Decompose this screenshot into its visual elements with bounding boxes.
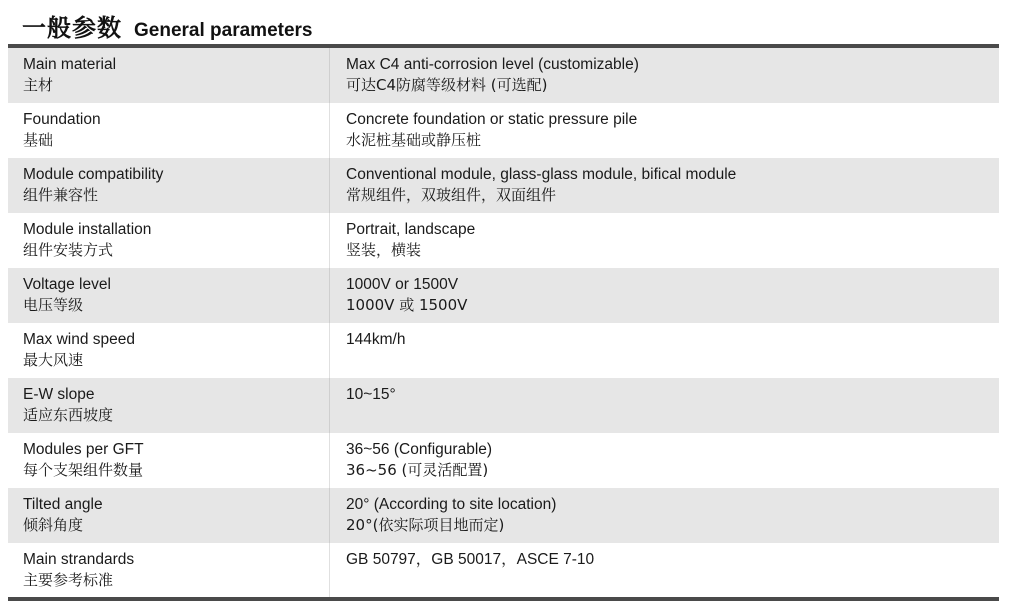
parameter-value-english: Max C4 anti-corrosion level (customizable) bbox=[346, 56, 639, 73]
parameter-label-cell bbox=[8, 158, 330, 213]
parameter-label-cell bbox=[8, 213, 330, 268]
table-row-e-w-slope bbox=[8, 378, 999, 433]
table-row-main-strandards bbox=[8, 543, 999, 598]
table-row-tilted-angle bbox=[8, 488, 999, 543]
parameter-value-chinese: 36~56 (可灵活配置) bbox=[346, 461, 489, 479]
parameter-name-chinese: 最大风速 bbox=[23, 351, 84, 369]
parameter-name-english: Tilted angle bbox=[23, 496, 103, 513]
table-row-module-installation bbox=[8, 213, 999, 268]
table-row-module-compatibility bbox=[8, 158, 999, 213]
parameter-name-chinese: 电压等级 bbox=[23, 296, 84, 314]
parameter-name-chinese: 组件安装方式 bbox=[23, 241, 114, 259]
parameter-name-english: Main strandards bbox=[23, 551, 135, 568]
table-row-voltage-level bbox=[8, 268, 999, 323]
parameter-value-chinese: 常规组件，双玻组件，双面组件 bbox=[346, 186, 557, 204]
parameter-value-chinese: 20°(依实际项目地而定) bbox=[346, 516, 505, 534]
parameter-name-chinese: 组件兼容性 bbox=[23, 186, 99, 204]
parameter-label-cell bbox=[8, 488, 330, 543]
parameter-label-cell bbox=[8, 103, 330, 158]
page-header bbox=[22, 8, 313, 43]
page-title-chinese: 一般参数 bbox=[22, 14, 122, 42]
parameter-name-chinese: 倾斜角度 bbox=[23, 516, 84, 534]
parameter-value-english: Conventional module, glass-glass module, bifical module bbox=[346, 166, 737, 183]
parameter-label-cell bbox=[8, 543, 330, 598]
parameter-value-english: 10~15° bbox=[346, 386, 396, 403]
parameter-value-chinese: 水泥桩基础或静压桩 bbox=[346, 131, 482, 149]
parameter-name-chinese: 基础 bbox=[23, 131, 54, 149]
parameter-value-english: 144km/h bbox=[346, 331, 406, 348]
parameter-name-english: Foundation bbox=[23, 111, 101, 128]
table-row-foundation bbox=[8, 103, 999, 158]
parameter-value-cell bbox=[330, 323, 999, 378]
parameter-value-english: 1000V or 1500V bbox=[346, 276, 459, 293]
parameter-value-cell bbox=[330, 378, 999, 433]
parameter-value-chinese: 可达C4防腐等级材料 (可选配) bbox=[346, 76, 548, 94]
parameter-name-english: Module compatibility bbox=[23, 166, 164, 183]
parameter-name-chinese: 每个支架组件数量 bbox=[23, 461, 144, 479]
parameter-name-english: Modules per GFT bbox=[23, 441, 144, 458]
bottom-divider bbox=[8, 597, 999, 601]
parameter-value-english: 20° (According to site location) bbox=[346, 496, 557, 513]
page-title-english: General parameters bbox=[134, 20, 313, 41]
parameter-value-chinese: 竖装，横装 bbox=[346, 241, 422, 259]
parameter-name-english: Main material bbox=[23, 56, 117, 73]
table-row-max-wind-speed bbox=[8, 323, 999, 378]
parameter-value-english: 36~56 (Configurable) bbox=[346, 441, 493, 458]
parameter-label-cell bbox=[8, 323, 330, 378]
parameter-name-english: Module installation bbox=[23, 221, 152, 238]
table-row-main-material bbox=[8, 48, 999, 103]
parameter-value-cell bbox=[330, 543, 999, 598]
parameter-name-english: Max wind speed bbox=[23, 331, 136, 348]
parameters-table bbox=[8, 48, 999, 598]
parameter-label-cell bbox=[8, 433, 330, 488]
parameter-name-english: Voltage level bbox=[23, 276, 111, 293]
parameter-name-chinese: 主材 bbox=[23, 76, 54, 94]
parameter-value-cell bbox=[330, 433, 999, 488]
parameter-value-cell bbox=[330, 268, 999, 323]
parameter-name-english: E-W slope bbox=[23, 386, 95, 403]
parameter-label-cell bbox=[8, 48, 330, 103]
parameter-name-chinese: 主要参考标准 bbox=[23, 571, 114, 589]
parameter-value-cell bbox=[330, 488, 999, 543]
parameter-label-cell bbox=[8, 378, 330, 433]
table-row-modules-per-gft bbox=[8, 433, 999, 488]
parameter-value-english: Concrete foundation or static pressure pile bbox=[346, 111, 638, 128]
parameter-value-chinese: 1000V 或 1500V bbox=[346, 296, 468, 314]
parameter-value-english: GB 50797，GB 50017，ASCE 7-10 bbox=[346, 551, 595, 568]
parameter-value-cell bbox=[330, 213, 999, 268]
parameter-value-cell bbox=[330, 48, 999, 103]
parameter-value-cell bbox=[330, 158, 999, 213]
parameter-value-english: Portrait, landscape bbox=[346, 221, 476, 238]
parameter-label-cell bbox=[8, 268, 330, 323]
parameter-name-chinese: 适应东西坡度 bbox=[23, 406, 114, 424]
parameter-value-cell bbox=[330, 103, 999, 158]
